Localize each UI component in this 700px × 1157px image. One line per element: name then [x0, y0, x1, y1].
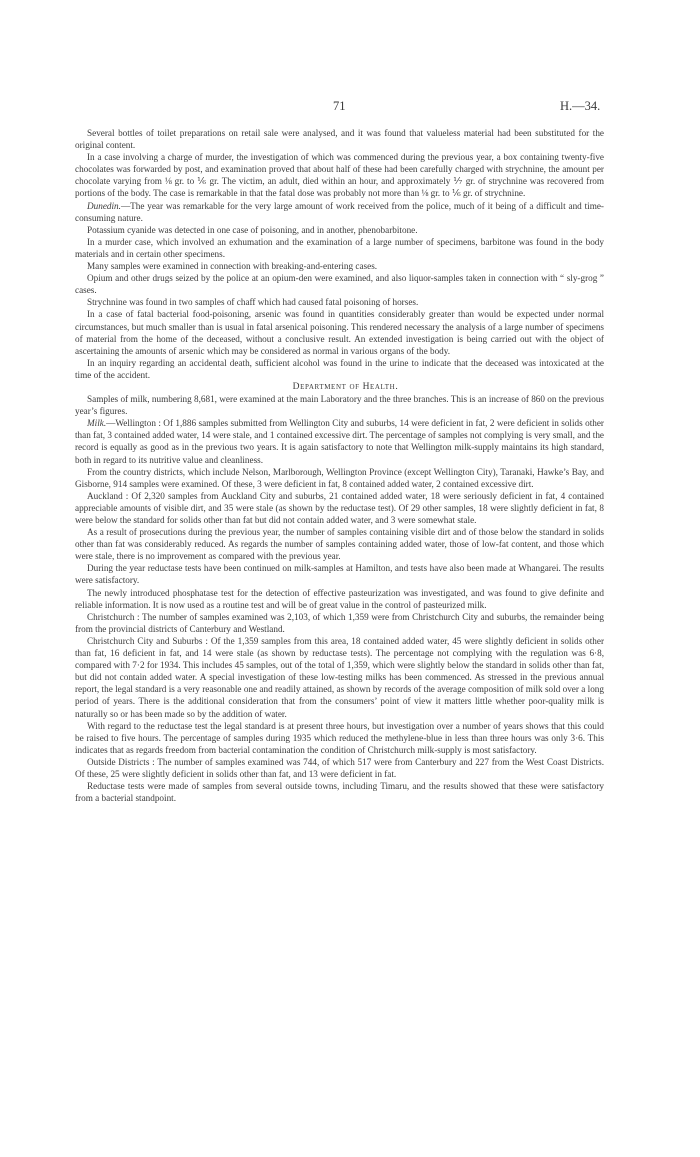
paragraph: Opium and other drugs seized by the police at an opium-den were examined, and also liquor-samples taken in connection with “ sly-grog ” cases. [75, 273, 604, 296]
paragraph: Several bottles of toilet preparations on retail sale were analysed, and it was found that valueless material had been substituted for the original content. [75, 128, 604, 151]
paragraph: In an inquiry regarding an accidental death, sufficient alcohol was found in the urine to indicate that the deceased was intoxicated at the time of the accident. [75, 357, 604, 380]
paragraph: Potassium cyanide was detected in one case of poisoning, and in another, phenobarbitone. [87, 224, 418, 235]
paragraph: Christchurch : The number of samples examined was 2,103, of which 1,359 were from Christchurch City and suburbs, the remainder being from the provincial districts of Canterbury and Westland. [75, 611, 604, 634]
paragraph: Outside Districts : The number of samples examined was 744, of which 517 were from Canterbury and 227 from the West Coast Districts. Of these, 25 were slightly deficient in solids other than fat, and 13 were deficient in fat. [75, 756, 604, 779]
paragraph: Strychnine was found in two samples of chaff which had caused fatal poisoning of horses. [87, 297, 419, 308]
page-header [0, 99, 700, 113]
dunedin-label: Dunedin. [87, 200, 121, 211]
dunedin-text: —The year was remarkable for the very large amount of work received from the police, much of it being of a difficult and time-consuming nature. [75, 200, 604, 223]
body-text [75, 127, 604, 804]
paragraph-milk [75, 417, 604, 465]
milk-label: Milk. [87, 418, 107, 429]
paragraph: In a case of fatal bacterial food-poisoning, arsenic was found in quantities considerably greater than would be expected under normal circumstances, but much smaller than is usual in fatal arsenical poisoning. This rendered necessary the analysis of a large number of specimens of material from the home of the deceased, without a conclusive result. An extended investigation is being carried out with the object of ascertaining the amounts of arsenic which may be considered as normal in various organs of the body. [75, 309, 604, 356]
milk-text: —Wellington : Of 1,886 samples submitted from Wellington City and suburbs, 14 were deficient in fat, 2 were deficient in solids other than fat, 3 contained added water, 14 were stale, and 1 contained excessive dirt. The percentage of samples not complying is very small, and the record is equally as good as in the previous two years. It is again satisfactory to note that Wellington milk-supply maintains its high standard, both in regard to its nutritive value and cleanliness. [75, 418, 604, 465]
paragraph: Many samples were examined in connection with breaking-and-entering cases. [87, 261, 378, 272]
paragraph: From the country districts, which include Nelson, Marlborough, Wellington Province (except Wellington City), Taranaki, Hawke’s Bay, and Gisborne, 914 samples were examined. Of these, 3 were deficient in fat, 8 contained added water, 2 contained excessive dirt. [75, 466, 604, 489]
paragraph: Samples of milk, numbering 8,681, were examined at the main Laboratory and the three branches. This is an increase of 860 on the previous year’s figures. [75, 394, 604, 417]
paragraph: In a case involving a charge of murder, the investigation of which was commenced during the previous year, a box containing twenty-five chocolates was forwarded by post, and examination proved that about half of these had been carefully charged with strychnine, the amount per chocolate varying from ⅛ gr. to ⅙ gr. The victim, an adult, died within an hour, and approximately ⅐ gr. of strychnine was recovered from portions of the body. The case is remarkable in that the fatal dose was probably not more than ⅛ gr. to ⅙ gr. of strychnine. [75, 152, 604, 199]
section-heading: Department of Health. [292, 381, 399, 392]
paragraph: Christchurch City and Suburbs : Of the 1,359 samples from this area, 18 contained added water, 45 were slightly deficient in solids other than fat, 16 deficient in fat, and 14 were stale (as shown by reductase tests). The percentage not complying with the regulation was 6·8, compared with 7·2 for 1934. This includes 45 samples, out of the total of 1,359, which were slightly below the standard in solids other than fat, but did not contain added water. A special investigation of these low-testing milks has been commenced. As stressed in the previous annual report, the legal standard is a very reasonable one and readily attained, as shown by records of the average composition of milk sold over a long period of years. There is the additional consideration that from the consumers’ point of view it matters little whether poor-quality milk is naturally so or has been made so by the addition of water. [75, 635, 604, 719]
paragraph: Auckland : Of 2,320 samples from Auckland City and suburbs, 21 contained added water, 18 were seriously deficient in fat, 4 contained appreciable amounts of visible dirt, and 35 were stale (as shown by the reductase test). Of 29 other samples, 18 were slightly deficient in fat, 8 were below the standard for solids other than fat but did not contain added water, and 3 were somewhat stale. [75, 490, 604, 525]
paragraph: The newly introduced phosphatase test for the detection of effective pasteurization was investigated, and was found to give definite and reliable information. It is now used as a routine test and will be of great value in the control of pasteurized milk. [75, 587, 604, 610]
document-series: H.—34. [560, 99, 601, 113]
paragraph: During the year reductase tests have been continued on milk-samples at Hamilton, and tests have also been made at Whangarei. The results were satisfactory. [75, 563, 604, 586]
paragraph: With regard to the reductase test the legal standard is at present three hours, but investigation over a number of years shows that this could be raised to five hours. The percentage of samples during 1935 which reduced the methylene-blue in less than three hours was only 3·6. This indicates that as regards freedom from bacterial contamination the condition of Christchurch milk-supply is most satisfactory. [75, 720, 604, 755]
paragraph: In a murder case, which involved an exhumation and the examination of a large number of specimens, barbitone was found in the body materials and in certain other specimens. [75, 236, 604, 259]
paragraph: Reductase tests were made of samples from several outside towns, including Timaru, and the results showed that these were satisfactory from a bacterial standpoint. [75, 781, 604, 804]
paragraph: As a result of prosecutions during the previous year, the number of samples containing visible dirt and of those below the standard in solids other than fat was considerably reduced. As regards the number of samples containing added water, those of low-fat content, and those which were stale, there is no improvement as compared with the previous year. [75, 527, 604, 562]
paragraph-dunedin [75, 200, 604, 224]
page-number: 71 [333, 99, 346, 113]
